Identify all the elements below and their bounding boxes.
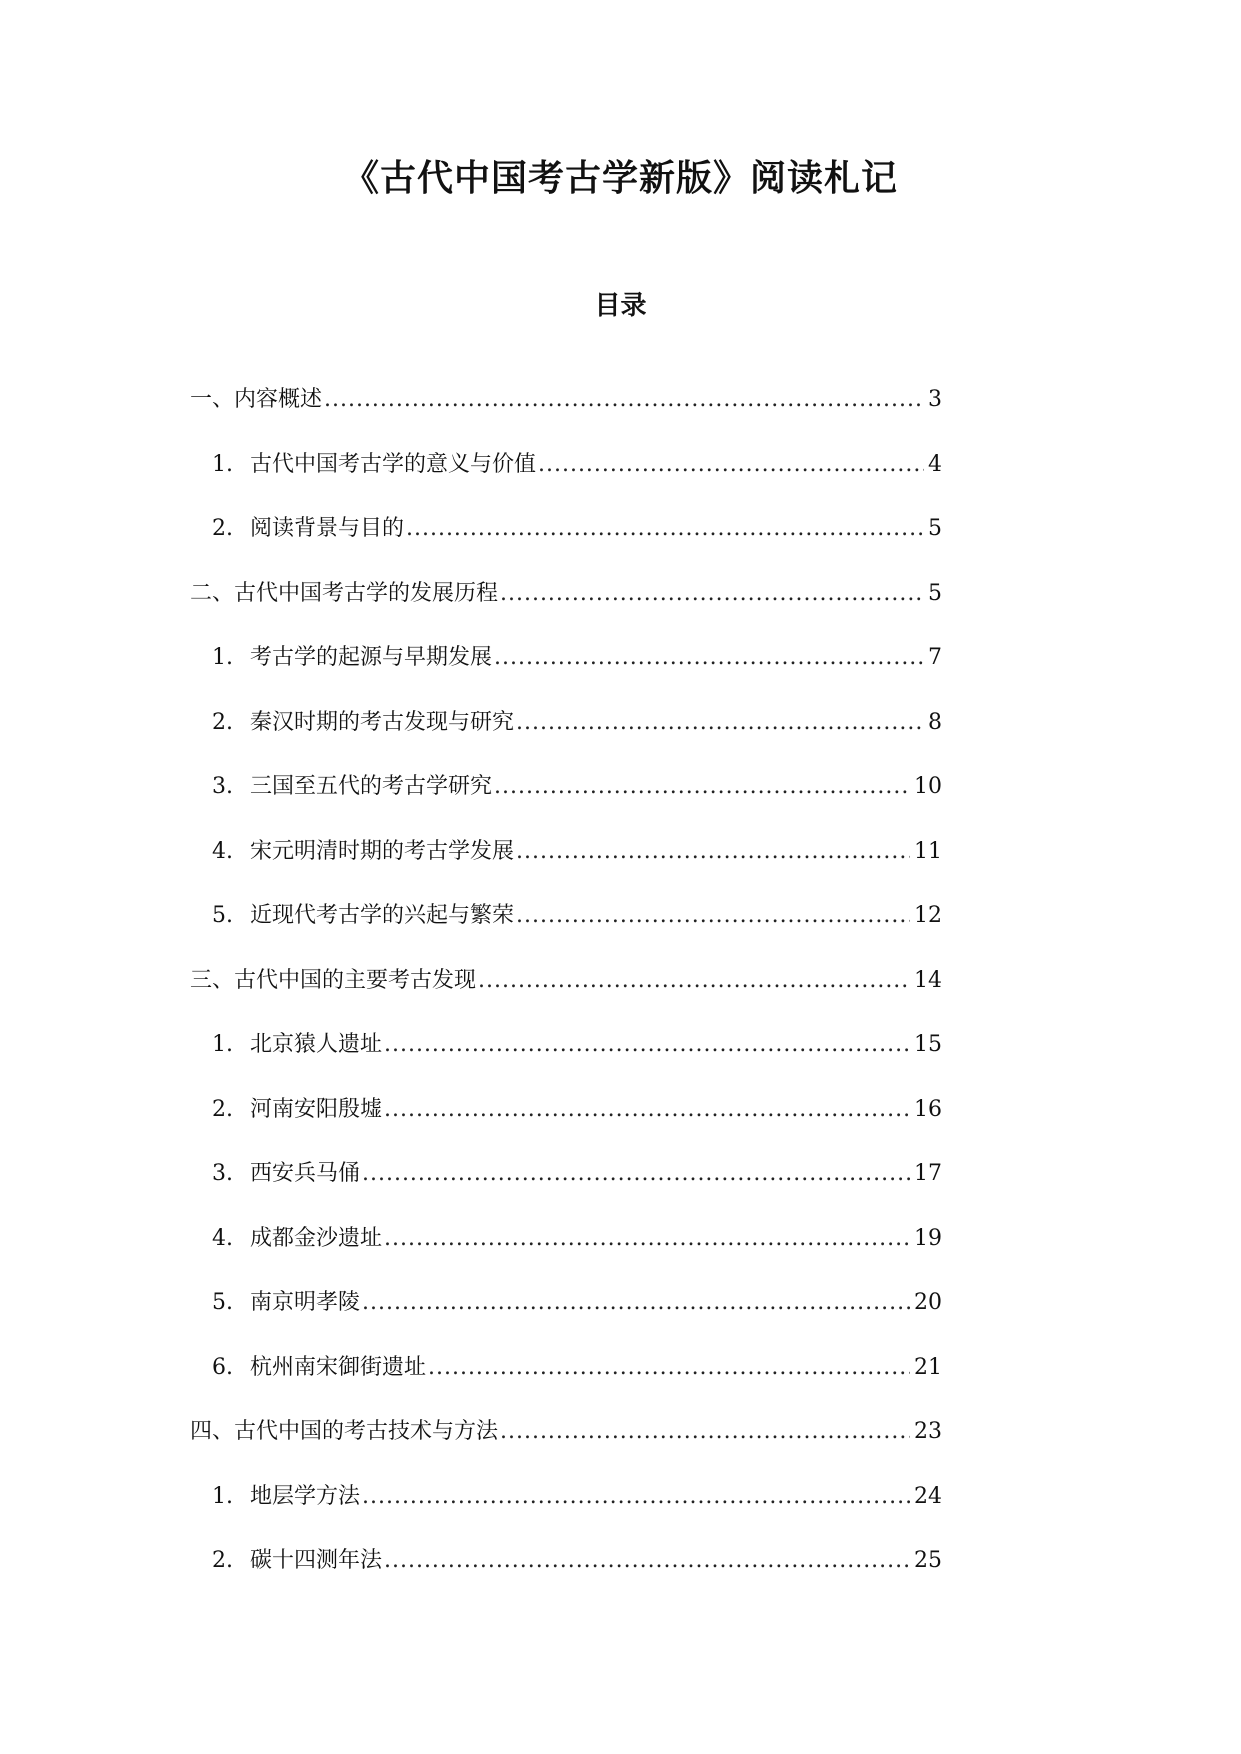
toc-entry-page-number: 11 <box>914 839 942 864</box>
toc-dot-leader <box>478 964 910 998</box>
toc-entry-number: 1. <box>212 1032 233 1057</box>
toc-entry-title: 地层学方法 <box>250 1484 361 1509</box>
toc-entry-page-number: 20 <box>914 1290 942 1315</box>
toc-dot-leader <box>384 1544 910 1578</box>
toc-entry-title: 古代中国考古学的意义与价值 <box>250 452 537 477</box>
toc-entry-title: 西安兵马俑 <box>250 1161 361 1186</box>
toc-entry-page-number: 8 <box>928 710 942 735</box>
toc-entry-number: 1. <box>212 645 233 670</box>
toc-entry-page-number: 25 <box>914 1548 942 1573</box>
toc-entry-page-number: 24 <box>914 1484 942 1509</box>
toc-subsection-entry[interactable] <box>212 835 942 869</box>
toc-subsection-entry[interactable] <box>212 706 942 740</box>
toc-dot-leader <box>406 512 924 546</box>
toc-dot-leader <box>494 770 910 804</box>
toc-entry-number: 4. <box>212 1226 233 1251</box>
toc-dot-leader <box>362 1157 910 1191</box>
toc-entry-number: 1. <box>212 1484 233 1509</box>
toc-entry-title: 北京猿人遗址 <box>250 1032 383 1057</box>
toc-entry-page-number: 10 <box>914 774 942 799</box>
toc-entry-title: 碳十四测年法 <box>250 1548 383 1573</box>
toc-entry-page-number: 5 <box>928 516 942 541</box>
toc-dot-leader <box>516 706 924 740</box>
toc-entry-title: 三国至五代的考古学研究 <box>250 774 493 799</box>
toc-entry-page-number: 23 <box>914 1419 942 1444</box>
toc-dot-leader <box>494 641 924 675</box>
toc-entry-title: 成都金沙遗址 <box>250 1226 383 1251</box>
toc-dot-leader <box>384 1222 910 1256</box>
toc-subsection-entry[interactable] <box>212 1480 942 1514</box>
toc-heading: 目录 <box>594 291 647 321</box>
toc-section-entry[interactable] <box>190 577 942 611</box>
toc-entry-title: 河南安阳殷墟 <box>250 1097 383 1122</box>
toc-entry-page-number: 12 <box>914 903 942 928</box>
toc-dot-leader <box>516 835 910 869</box>
toc-section-entry[interactable] <box>190 383 942 417</box>
toc-entry-page-number: 15 <box>914 1032 942 1057</box>
toc-entry-number: 5. <box>212 1290 233 1315</box>
toc-subsection-entry[interactable] <box>212 641 942 675</box>
document-title: 《古代中国考古学新版》阅读札记 <box>342 158 898 199</box>
toc-dot-leader <box>362 1286 910 1320</box>
toc-subsection-entry[interactable] <box>212 899 942 933</box>
toc-entry-number: 3. <box>212 1161 233 1186</box>
toc-dot-leader <box>500 1415 910 1449</box>
toc-entry-number: 6. <box>212 1355 233 1380</box>
toc-entry-number: 5. <box>212 903 233 928</box>
toc-dot-leader <box>384 1093 910 1127</box>
toc-entry-title: 杭州南宋御街遗址 <box>250 1355 427 1380</box>
toc-entry-number: 2. <box>212 1097 233 1122</box>
toc-entry-number: 4. <box>212 839 233 864</box>
toc-section-entry[interactable] <box>190 1415 942 1449</box>
toc-subsection-entry[interactable] <box>212 1093 942 1127</box>
toc-dot-leader <box>324 383 924 417</box>
toc-entry-number: 1. <box>212 452 233 477</box>
toc-entry-title: 四、古代中国的考古技术与方法 <box>190 1419 499 1444</box>
toc-dot-leader <box>500 577 924 611</box>
toc-entry-title: 二、古代中国考古学的发展历程 <box>190 581 499 606</box>
toc-dot-leader <box>516 899 910 933</box>
toc-entry-number: 2. <box>212 710 233 735</box>
toc-subsection-entry[interactable] <box>212 512 942 546</box>
toc-entry-title: 三、古代中国的主要考古发现 <box>190 968 477 993</box>
toc-entry-number: 2. <box>212 516 233 541</box>
toc-entry-page-number: 5 <box>928 581 942 606</box>
toc-entry-page-number: 16 <box>914 1097 942 1122</box>
toc-entry-page-number: 3 <box>928 387 942 412</box>
toc-entry-title: 宋元明清时期的考古学发展 <box>250 839 515 864</box>
toc-dot-leader <box>384 1028 910 1062</box>
toc-entry-page-number: 14 <box>914 968 942 993</box>
toc-entry-page-number: 19 <box>914 1226 942 1251</box>
toc-entry-page-number: 7 <box>928 645 942 670</box>
toc-subsection-entry[interactable] <box>212 770 942 804</box>
toc-dot-leader <box>362 1480 910 1514</box>
toc-subsection-entry[interactable] <box>212 1222 942 1256</box>
toc-dot-leader <box>428 1351 910 1385</box>
toc-entry-title: 南京明孝陵 <box>250 1290 361 1315</box>
toc-entry-number: 3. <box>212 774 233 799</box>
toc-subsection-entry[interactable] <box>212 1157 942 1191</box>
toc-entry-title: 一、内容概述 <box>190 387 323 412</box>
toc-dot-leader <box>538 448 924 482</box>
toc-entry-number: 2. <box>212 1548 233 1573</box>
toc-entry-title: 阅读背景与目的 <box>250 516 405 541</box>
toc-section-entry[interactable] <box>190 964 942 998</box>
toc-subsection-entry[interactable] <box>212 1286 942 1320</box>
toc-subsection-entry[interactable] <box>212 1351 942 1385</box>
toc-entry-page-number: 4 <box>928 452 942 477</box>
toc-subsection-entry[interactable] <box>212 1028 942 1062</box>
toc-entry-title: 秦汉时期的考古发现与研究 <box>250 710 515 735</box>
toc-entry-title: 考古学的起源与早期发展 <box>250 645 493 670</box>
toc-subsection-entry[interactable] <box>212 1544 942 1578</box>
toc-entry-page-number: 21 <box>914 1355 942 1380</box>
toc-entry-page-number: 17 <box>914 1161 942 1186</box>
toc-subsection-entry[interactable] <box>212 448 942 482</box>
toc-entry-title: 近现代考古学的兴起与繁荣 <box>250 903 515 928</box>
